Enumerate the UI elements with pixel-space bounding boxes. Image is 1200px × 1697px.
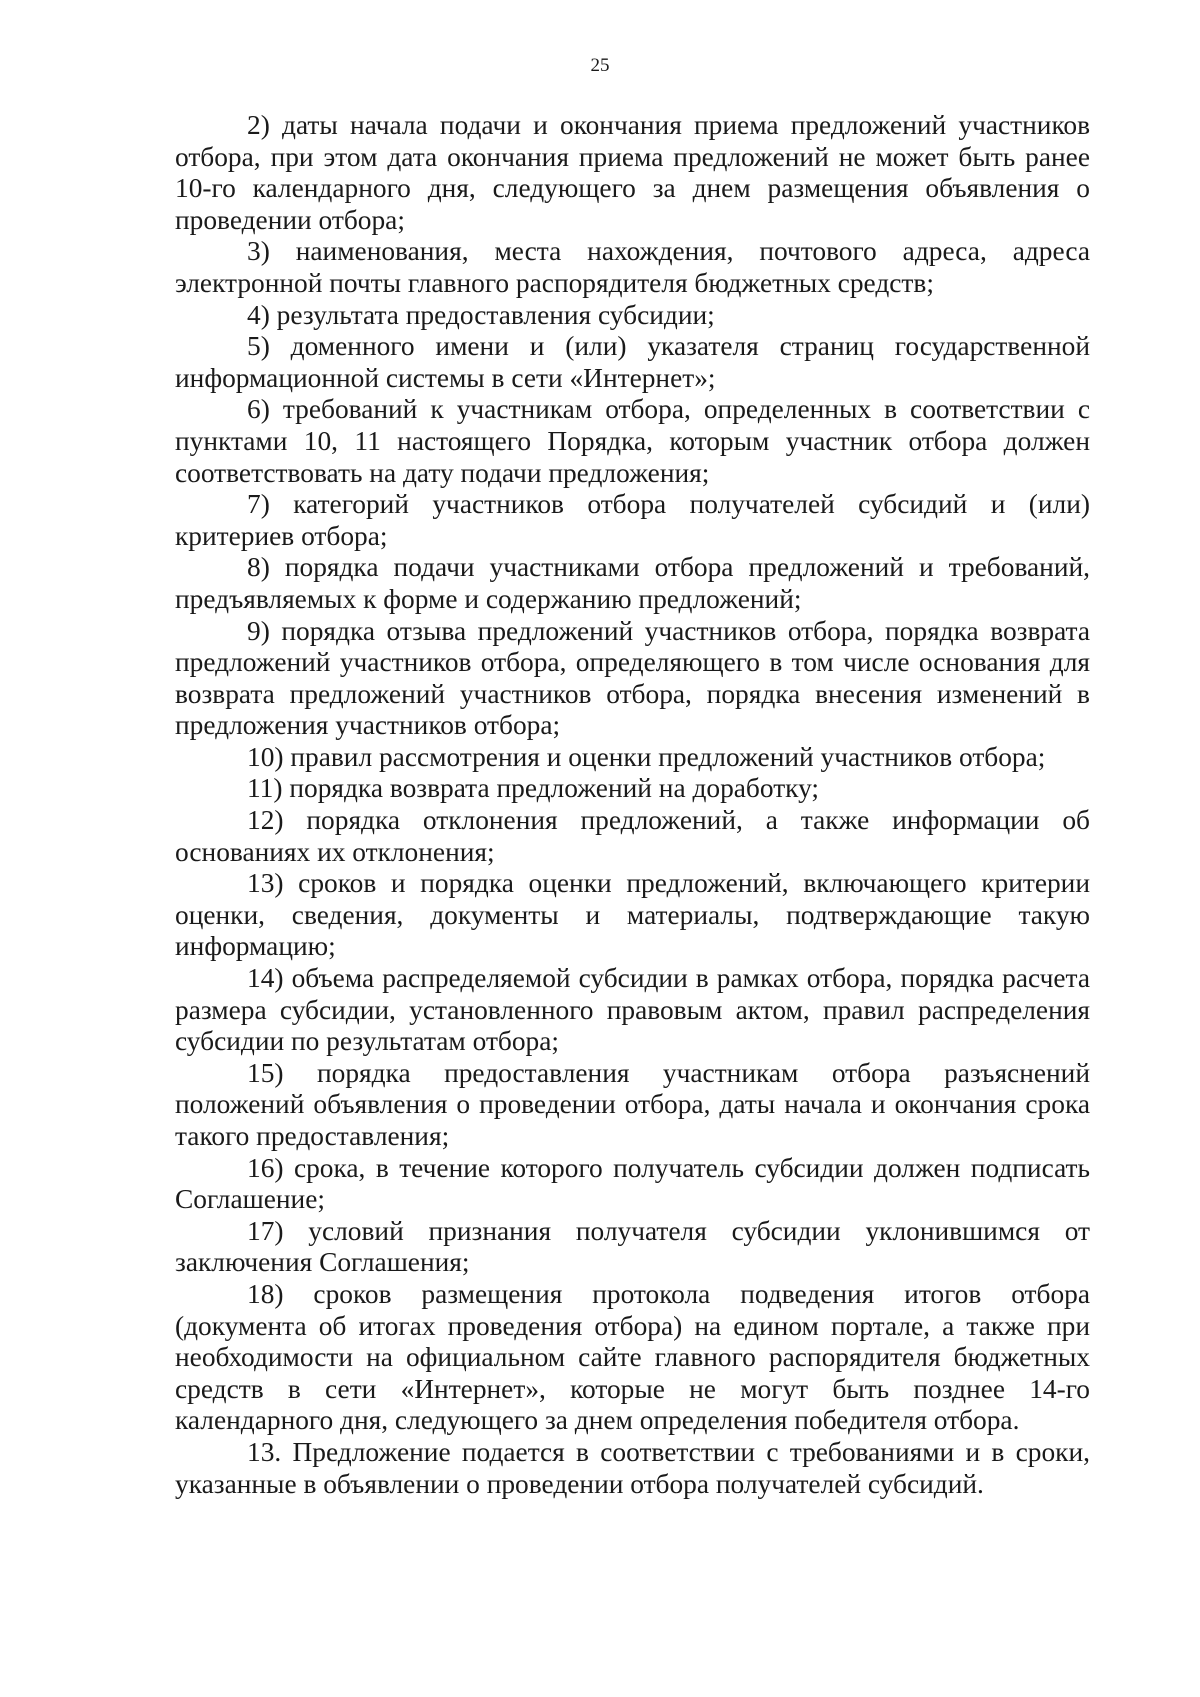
- paragraph-item-6: 6) требований к участникам отбора, определенных в соответствии с пунктами 10, 11 настоящего Порядка, которым участник отбора должен соответствовать на дату подачи предложения;: [175, 394, 1090, 488]
- paragraph-clause-13: 13. Предложение подается в соответствии с требованиями и в сроки, указанные в объявлении о проведении отбора получателей субсидий.: [175, 1436, 1090, 1499]
- paragraph-item-3: 3) наименования, места нахождения, почтового адреса, адреса электронной почты главного распорядителя бюджетных средств;: [175, 236, 1090, 298]
- paragraph-item-2: 2) даты начала подачи и окончания приема предложений участников отбора, при этом дата окончания приема предложений не может быть ранее 10-го календарного дня, следующего за днем размещения объявления о проведении отбора;: [175, 110, 1090, 235]
- paragraph-item-5: 5) доменного имени и (или) указателя страниц государственной информационной системы в сети «Интернет»;: [175, 331, 1090, 393]
- paragraph-item-4: 4) результата предоставления субсидии;: [247, 299, 715, 330]
- paragraph-item-14: 14) объема распределяемой субсидии в рамках отбора, порядка расчета размера субсидии, установленного правовым актом, правил распределения субсидии по результатам отбора;: [175, 963, 1090, 1057]
- paragraph-item-12: 12) порядка отклонения предложений, а также информации об основаниях их отклонения;: [175, 805, 1090, 867]
- paragraph-item-7: 7) категорий участников отбора получателей субсидий и (или) критериев отбора;: [175, 489, 1090, 551]
- paragraph-item-9: 9) порядка отзыва предложений участников отбора, порядка возврата предложений участников отбора, определяющего в том числе основания для возврата предложений участников отбора, порядка внесения изменений в предложения участников отбора;: [175, 615, 1090, 741]
- paragraph-item-17: 17) условий признания получателя субсидии уклонившимся от заключения Соглашения;: [175, 1215, 1090, 1278]
- document-body: [175, 110, 1090, 1500]
- paragraph-item-18: 18) сроков размещения протокола подведения итогов отбора (документа об итогах проведения отбора) на едином портале, а также при необходимости на официальном сайте главного распорядителя бюджетных средств в сети «Интернет», которые не могут быть позднее 14-го календарного дня, следующего за днем определения победителя отбора.: [175, 1278, 1090, 1436]
- paragraph-item-13: 13) сроков и порядка оценки предложений, включающего критерии оценки, сведения, документы и материалы, подтверждающие такую информацию;: [175, 868, 1090, 962]
- paragraph-item-11: 11) порядка возврата предложений на доработку;: [247, 773, 820, 804]
- paragraph-item-16: 16) срока, в течение которого получатель субсидии должен подписать Соглашение;: [175, 1152, 1090, 1215]
- paragraph-item-10: 10) правил рассмотрения и оценки предложений участников отбора;: [247, 741, 1046, 772]
- paragraph-item-15: 15) порядка предоставления участникам отбора разъяснений положений объявления о проведении отбора, даты начала и окончания срока такого предоставления;: [175, 1057, 1090, 1151]
- paragraph-item-8: 8) порядка подачи участниками отбора предложений и требований, предъявляемых к форме и содержанию предложений;: [175, 552, 1090, 614]
- page-number: 25: [590, 55, 610, 76]
